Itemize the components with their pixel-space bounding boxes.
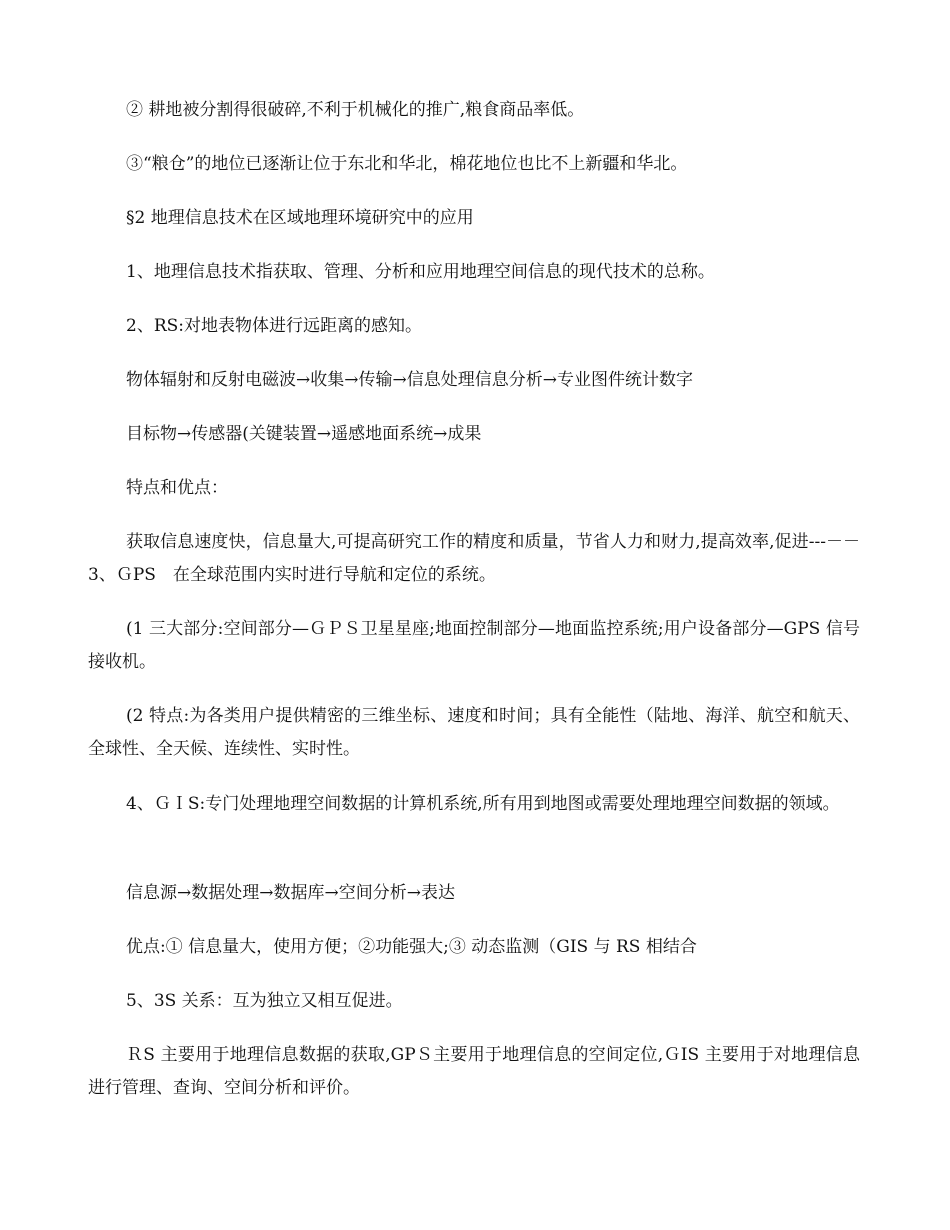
paragraph-gps-features: (2 特点:为各类用户提供精密的三维坐标、速度和时间；具有全能性（陆地、海洋、航空和航天、全球性、全天候、连续性、实时性。 bbox=[88, 706, 860, 759]
paragraph-3s-relation: 5、3S 关系：互为独立又相互促进。 bbox=[126, 991, 403, 1011]
paragraph-features-heading: 特点和优点： bbox=[126, 478, 228, 498]
paragraph-rs: 2、RS:对地表物体进行远距离的感知。 bbox=[126, 316, 422, 336]
paragraph-farmland: ② 耕地被分割得很破碎,不利于机械化的推广,粮食商品率低。 bbox=[126, 100, 585, 120]
paragraph-geo-info-tech: 1、地理信息技术指获取、管理、分析和应用地理空间信息的现代技术的总称。 bbox=[126, 262, 715, 282]
paragraph-gis: 4、ＧＩS:专门处理地理空间数据的计算机系统,所有用到地图或需要处理地理空间数据的领域。 bbox=[126, 794, 840, 814]
paragraph-rs-flow: 目标物→传感器(关键装置→遥感地面系统→成果 bbox=[126, 424, 482, 444]
paragraph-3s-roles: ＲS 主要用于地理信息数据的获取,GPＳ主要用于地理信息的空间定位,ＧIS 主要用于对地理信息进行管理、查询、空间分析和评价。 bbox=[88, 1045, 860, 1098]
paragraph-advantages-gps: 获取信息速度快，信息量大,可提高研究工作的精度和质量，节省人力和财力,提高效率,促进---－－ 3、ＧPS 在全球范围内实时进行导航和定位的系统。 bbox=[88, 532, 860, 585]
section-heading: §2 地理信息技术在区域地理环境研究中的应用 bbox=[126, 208, 474, 228]
paragraph-gis-flow: 信息源→数据处理→数据库→空间分析→表达 bbox=[126, 883, 455, 903]
paragraph-gis-advantages: 优点:① 信息量大，使用方便；②功能强大;③ 动态监测（GIS 与 RS 相结合 bbox=[126, 937, 697, 957]
paragraph-gps-parts: (1 三大部分:空间部分—ＧＰＳ卫星星座;地面控制部分—地面监控系统;用户设备部分—GPS 信号接收机。 bbox=[88, 619, 860, 672]
paragraph-granary: ③“粮仓”的地位已逐渐让位于东北和华北，棉花地位也比不上新疆和华北。 bbox=[126, 154, 688, 174]
paragraph-rs-process: 物体辐射和反射电磁波→收集→传输→信息处理信息分析→专业图件统计数字 bbox=[126, 370, 693, 390]
